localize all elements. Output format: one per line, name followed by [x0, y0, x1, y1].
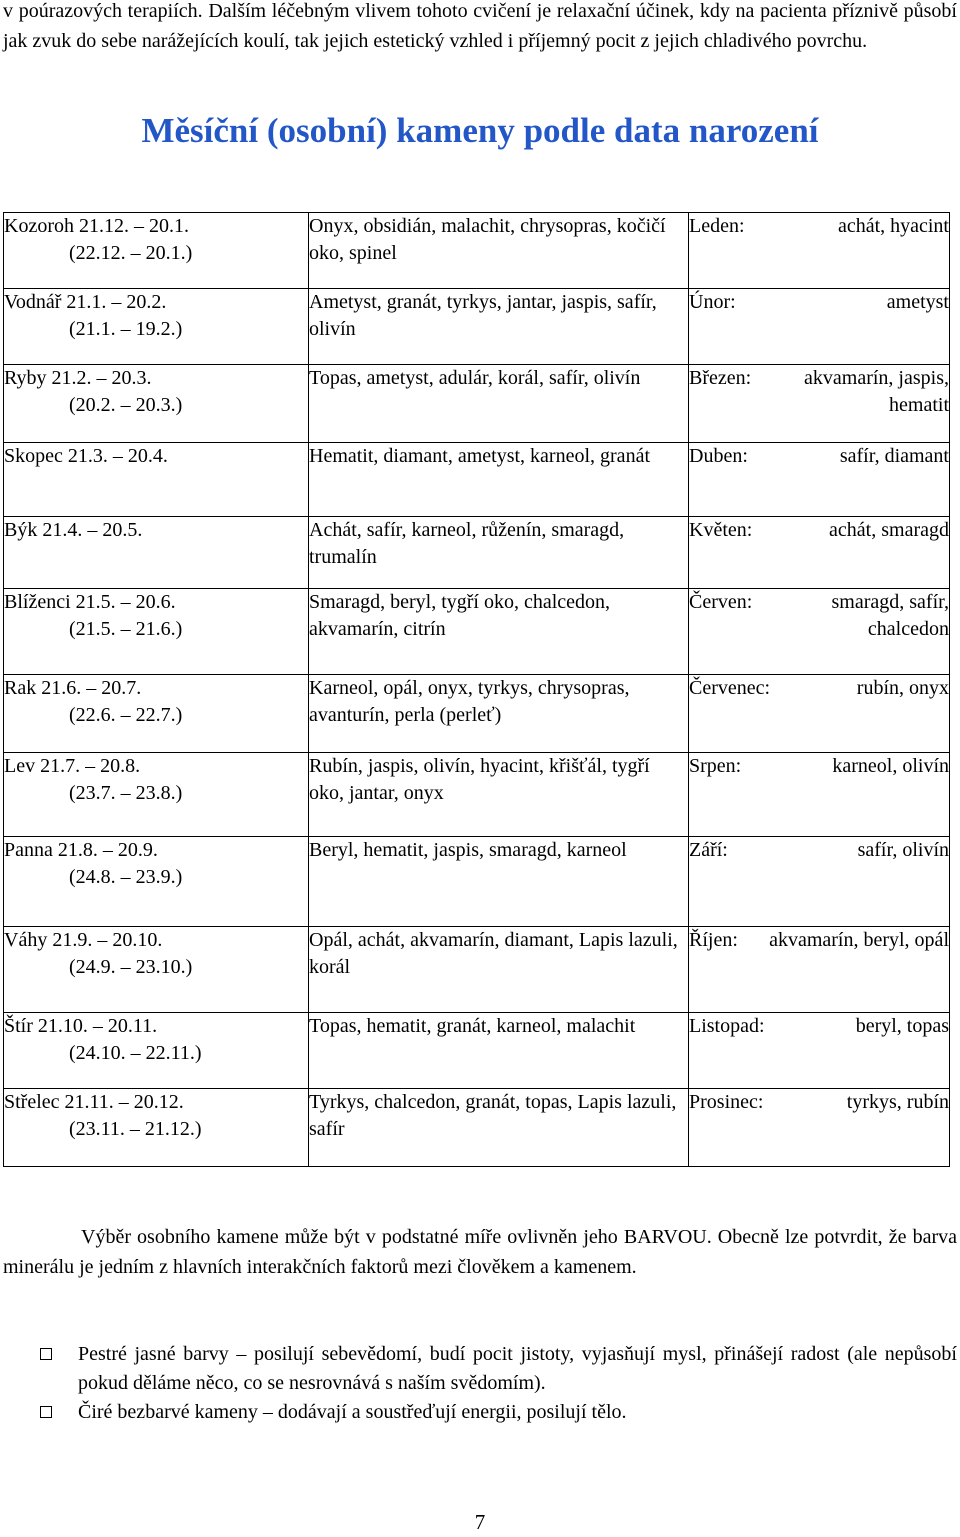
month-cell	[689, 365, 950, 443]
month-name: Duben:	[689, 445, 748, 467]
month-stones: safír, olivín	[857, 839, 949, 861]
month-stones: akvamarín, beryl, opál	[769, 929, 949, 951]
zodiac-dates: Váhy 21.9. – 20.10.	[4, 929, 163, 951]
month-name: Březen:	[689, 367, 752, 389]
table-row	[4, 517, 950, 589]
zodiac-dates: Ryby 21.2. – 20.3.	[4, 367, 152, 389]
zodiac-cell	[4, 289, 309, 365]
zodiac-cell	[4, 443, 309, 517]
table-row	[4, 927, 950, 1013]
table-row	[4, 753, 950, 837]
page-number: 7	[474, 1510, 486, 1534]
bullet-text: Čiré bezbarvé kameny – dodávají a soustřeďují energii, posilují tělo.	[78, 1401, 627, 1423]
table-row	[4, 589, 950, 675]
zodiac-cell	[4, 753, 309, 837]
stones-cell: Opál, achát, akvamarín, diamant, Lapis lazuli, korál	[309, 927, 689, 1013]
checkbox-bullet-icon	[40, 1406, 52, 1418]
zodiac-cell	[4, 365, 309, 443]
month-name: Srpen:	[689, 755, 742, 777]
stones-cell: Ametyst, granát, tyrkys, jantar, jaspis, safír, olivín	[309, 289, 689, 365]
zodiac-cell	[4, 1089, 309, 1167]
zodiac-alt-dates: (24.10. – 22.11.)	[69, 1042, 202, 1064]
month-stones: karneol, olivín	[832, 755, 949, 777]
month-name: Květen:	[689, 519, 753, 541]
zodiac-dates: Vodnář 21.1. – 20.2.	[4, 291, 167, 313]
zodiac-alt-dates: (21.1. – 19.2.)	[69, 318, 183, 340]
month-stones: safír, diamant	[839, 445, 949, 467]
intro-paragraph: v poúrazových terapiích. Dalším léčebným vlivem tohoto cvičení je relaxační účinek, kdy na pacienta příznivě působí jak zvuk do sebe narážejících koulí, tak jejich estetický vzhled i příjemný pocit z jejich chladivého povrchu.	[3, 0, 957, 52]
month-wrap	[689, 753, 949, 780]
stones-cell: Topas, hematit, granát, karneol, malachit	[309, 1013, 689, 1089]
stones-cell: Beryl, hematit, jaspis, smaragd, karneol	[309, 837, 689, 927]
month-name: Říjen:	[689, 929, 738, 951]
zodiac-cell	[4, 675, 309, 753]
month-name: Červen:	[689, 591, 753, 613]
stones-cell: Tyrkys, chalcedon, granát, topas, Lapis lazuli, safír	[309, 1089, 689, 1167]
stones-cell: Smaragd, beryl, tygří oko, chalcedon, akvamarín, citrín	[309, 589, 689, 675]
zodiac-dates: Rak 21.6. – 20.7.	[4, 677, 142, 699]
zodiac-dates: Blíženci 21.5. – 20.6.	[4, 591, 176, 613]
month-stones: smaragd, safír, chalcedon	[831, 591, 949, 640]
table-row	[4, 675, 950, 753]
month-wrap	[689, 1013, 949, 1040]
zodiac-cell	[4, 213, 309, 289]
color-paragraph: Výběr osobního kamene může být v podstatné míře ovlivněn jeho BARVOU. Obecně lze potvrdit, že barva minerálu je jedním z hlavních interakčních faktorů mezi člověkem a kamenem.	[3, 1226, 957, 1278]
month-name: Prosinec:	[689, 1091, 764, 1113]
zodiac-alt-dates: (22.12. – 20.1.)	[69, 242, 193, 264]
month-cell	[689, 753, 950, 837]
zodiac-alt-dates: (24.8. – 23.9.)	[69, 866, 183, 888]
zodiac-cell	[4, 927, 309, 1013]
month-stones: ametyst	[886, 291, 949, 313]
stones-cell: Hematit, diamant, ametyst, karneol, granát	[309, 443, 689, 517]
table-row	[4, 289, 950, 365]
month-cell	[689, 1013, 950, 1089]
zodiac-dates: Panna 21.8. – 20.9.	[4, 839, 158, 861]
month-wrap	[689, 675, 949, 702]
month-cell	[689, 443, 950, 517]
month-name: Leden:	[689, 215, 745, 237]
zodiac-alt-dates: (23.7. – 23.8.)	[69, 782, 183, 804]
month-stones: rubín, onyx	[856, 677, 949, 699]
stones-cell: Topas, ametyst, adulár, korál, safír, olivín	[309, 365, 689, 443]
table-row	[4, 1089, 950, 1167]
month-wrap	[689, 213, 949, 240]
table-row	[4, 443, 950, 517]
zodiac-cell	[4, 517, 309, 589]
month-wrap	[689, 927, 949, 954]
zodiac-dates: Střelec 21.11. – 20.12.	[4, 1091, 184, 1113]
zodiac-cell	[4, 589, 309, 675]
month-wrap	[689, 837, 949, 864]
bullet-item	[40, 1340, 957, 1398]
zodiac-dates: Býk 21.4. – 20.5.	[4, 519, 143, 541]
month-name: Září:	[689, 839, 728, 861]
table-row	[4, 365, 950, 443]
zodiac-cell	[4, 837, 309, 927]
zodiac-cell	[4, 1013, 309, 1089]
zodiac-alt-dates: (20.2. – 20.3.)	[69, 394, 183, 416]
page-title: Měsíční (osobní) kameny podle data narození	[141, 111, 819, 150]
month-cell	[689, 675, 950, 753]
table-row	[4, 1013, 950, 1089]
table-row	[4, 837, 950, 927]
zodiac-alt-dates: (22.6. – 22.7.)	[69, 704, 183, 726]
stones-cell: Onyx, obsidián, malachit, chrysopras, kočičí oko, spinel	[309, 213, 689, 289]
zodiac-alt-dates: (24.9. – 23.10.)	[69, 956, 193, 978]
zodiac-dates: Lev 21.7. – 20.8.	[4, 755, 141, 777]
month-cell	[689, 589, 950, 675]
stones-cell: Achát, safír, karneol, růženín, smaragd, trumalín	[309, 517, 689, 589]
zodiac-dates: Skopec 21.3. – 20.4.	[4, 445, 168, 467]
zodiac-dates: Kozoroh 21.12. – 20.1.	[4, 215, 189, 237]
checkbox-bullet-icon	[40, 1348, 52, 1360]
zodiac-dates: Štír 21.10. – 20.11.	[4, 1015, 158, 1037]
bullet-list	[40, 1340, 957, 1427]
month-wrap	[689, 443, 949, 470]
month-wrap	[689, 589, 949, 643]
stones-cell: Rubín, jaspis, olivín, hyacint, křišťál, tygří oko, jantar, onyx	[309, 753, 689, 837]
month-stones: achát, hyacint	[837, 215, 949, 237]
month-name: Únor:	[689, 291, 736, 313]
month-name: Listopad:	[689, 1015, 765, 1037]
month-cell	[689, 517, 950, 589]
month-wrap	[689, 289, 949, 316]
stones-table	[3, 212, 950, 1167]
month-cell	[689, 1089, 950, 1167]
month-name: Červenec:	[689, 677, 771, 699]
month-stones: achát, smaragd	[829, 519, 949, 541]
stones-cell: Karneol, opál, onyx, tyrkys, chrysopras, avanturín, perla (perleť)	[309, 675, 689, 753]
month-stones: beryl, topas	[855, 1015, 949, 1037]
month-stones: akvamarín, jaspis, hematit	[804, 367, 949, 416]
month-cell	[689, 289, 950, 365]
zodiac-alt-dates: (23.11. – 21.12.)	[69, 1118, 202, 1140]
bullet-item	[40, 1398, 957, 1427]
month-cell	[689, 927, 950, 1013]
month-wrap	[689, 365, 949, 419]
month-cell	[689, 213, 950, 289]
month-wrap	[689, 517, 949, 544]
zodiac-alt-dates: (21.5. – 21.6.)	[69, 618, 183, 640]
month-wrap	[689, 1089, 949, 1116]
month-cell	[689, 837, 950, 927]
month-stones: tyrkys, rubín	[846, 1091, 949, 1113]
bullet-text: Pestré jasné barvy – posilují sebevědomí, budí pocit jistoty, vyjasňují mysl, přinášejí radost (ale nepůsobí pokud děláme něco, co se nesrovnává s naším svědomím).	[78, 1343, 957, 1394]
table-row	[4, 213, 950, 289]
